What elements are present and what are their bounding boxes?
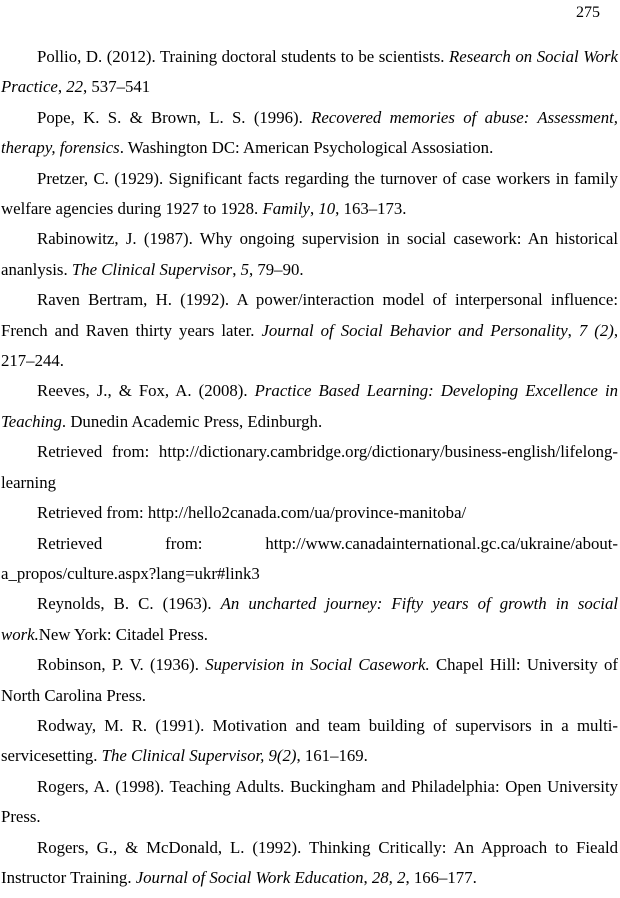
reference-entry xyxy=(1,650,618,711)
reference-list xyxy=(1,42,618,893)
reference-text: , xyxy=(363,867,372,887)
reference-entry xyxy=(1,833,618,894)
reference-text: , 166–177. xyxy=(405,867,477,887)
reference-entry xyxy=(1,711,618,772)
reference-text: Pollio, D. (2012). Training doctoral students to be scientists. xyxy=(37,47,449,66)
reference-entry xyxy=(1,285,618,376)
reference-text: , xyxy=(57,77,67,97)
reference-text: , 537–541 xyxy=(83,77,151,97)
reference-entry xyxy=(1,589,618,650)
reference-text: Retrieved from: http://www.canadainternational.gc.ca/ukraine/about-a_propos/culture.aspx?lang=ukr#link3 xyxy=(1,533,618,583)
reference-title-italic: Family xyxy=(262,199,310,219)
reference-title-italic: Recovered memories of abuse: Assessment, therapy, forensics xyxy=(1,107,618,158)
reference-text: , 79–90. xyxy=(249,259,304,279)
reference-text: Raven Bertram, H. (1992). A power/interaction model of interpersonal influence: French and Raven thirty years later. xyxy=(1,290,618,340)
reference-title-italic: Journal of Social Work Education xyxy=(135,867,364,887)
reference-text: Pope, K. S. & Brown, L. S. (1996). xyxy=(37,107,312,127)
reference-text: , xyxy=(309,199,319,219)
reference-entry xyxy=(1,164,618,225)
reference-text: Rogers, G., & McDonald, L. (1992). Thinking Critically: An Approach to Fieald Instructor Training. xyxy=(1,837,618,887)
reference-title-italic: Journal of Social Behavior and Personality xyxy=(261,320,568,340)
reference-text: . Washington DC: American Psychological Assosiation. xyxy=(119,138,494,158)
reference-text: Rogers, A. (1998). Teaching Adults. Buckingham and Philadelphia: Open University Press. xyxy=(1,776,618,827)
reference-title-italic: 7 (2) xyxy=(578,320,614,340)
reference-text: Retrieved from: http://hello2canada.com/ua/province-manitoba/ xyxy=(37,503,467,523)
reference-title-italic: 22 xyxy=(66,77,84,97)
reference-title-italic: An uncharted journey: Fifty years of growth in social work. xyxy=(1,594,618,644)
reference-entry xyxy=(1,498,618,528)
reference-title-italic: Practice Based Learning: Developing Excellence in Teaching xyxy=(1,381,618,431)
reference-entry xyxy=(1,376,618,437)
reference-text: , xyxy=(567,320,579,340)
reference-text: , 161–169. xyxy=(296,746,368,766)
reference-text: Rabinowitz, J. (1987). Why ongoing supervision in social casework: An historical ananlysis. xyxy=(1,229,618,279)
reference-text: , 217–244. xyxy=(1,320,619,371)
reference-title-italic: Supervision in Social Casework. xyxy=(205,655,430,675)
reference-text: Robinson, P. V. (1936). xyxy=(37,655,206,675)
reference-entry xyxy=(1,772,618,833)
reference-entry xyxy=(1,529,618,590)
reference-text: Pretzer, C. (1929). Significant facts regarding the turnover of case workers in family welfare agencies during 1927 to 1928. xyxy=(1,168,618,219)
reference-text: Reeves, J., & Fox, A. (2008). xyxy=(37,381,255,401)
reference-entry xyxy=(1,103,618,164)
reference-entry xyxy=(1,437,618,498)
reference-entry xyxy=(1,224,618,285)
reference-title-italic: The Clinical Supervisor xyxy=(71,259,233,279)
reference-entry xyxy=(1,42,618,103)
reference-text: New York: Citadel Press. xyxy=(38,624,208,644)
reference-text: Reynolds, B. C. (1963). xyxy=(37,594,221,614)
reference-text: , xyxy=(232,259,241,279)
reference-title-italic: 10 xyxy=(318,199,336,219)
reference-text: , 163–173. xyxy=(335,199,407,219)
reference-text: Rodway, M. R. (1991). Motivation and team building of supervisors in a multi-servicesetting. xyxy=(1,715,618,766)
page-number: 275 xyxy=(576,4,600,21)
reference-title-italic: Research on Social Work Practice xyxy=(1,47,619,97)
reference-text: Retrieved from: http://dictionary.cambridge.org/dictionary/business-english/lifelong-learning xyxy=(1,442,618,492)
reference-text: Chapel Hill: University of North Carolina Press. xyxy=(1,655,619,705)
reference-title-italic: The Clinical Supervisor, 9(2) xyxy=(101,746,297,766)
reference-title-italic: 5 xyxy=(240,259,249,279)
reference-text: . Dunedin Academic Press, Edinburgh. xyxy=(61,411,323,431)
reference-title-italic: 28, 2 xyxy=(371,867,406,887)
